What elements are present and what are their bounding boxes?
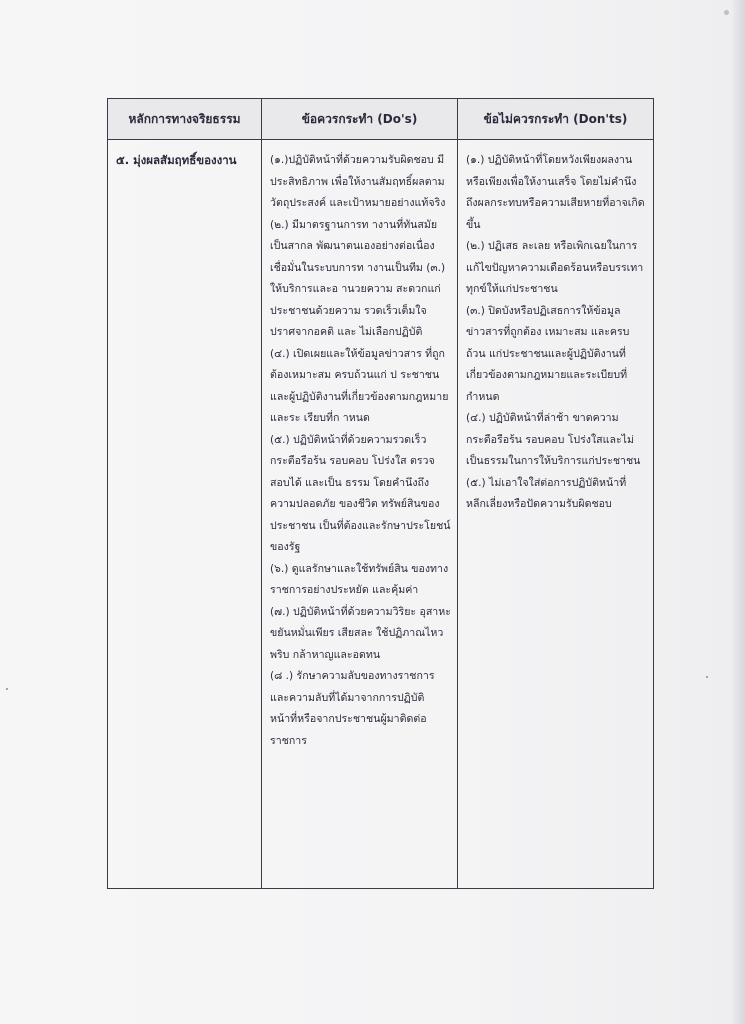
header-donts: ข้อไม่ควรกระทำ (Don'ts) — [458, 99, 654, 140]
dos-item-2: (๒.) มีมาตรฐานการท างานที่ทันสมัย เป็นสากล พัฒนาตนเองอย่างต่อเนื่อง เชื่อมั่นในระบบการท างานเป็นทีม (๓.) ให้บริการและอ านวยความ สะดวกแก่ประชาชนด้วยความ รวดเร็วเต็มใจ ปราศจากอคติ และ ไม่เลือกปฏิบัติ — [270, 218, 446, 338]
scan-speck — [706, 676, 708, 678]
donts-item-5: (๕.) ไม่เอาใจใส่ต่อการปฏิบัติหน้าที่ หลีกเลี่ยงหรือปัดความรับผิดชอบ — [466, 476, 627, 510]
header-dos: ข้อควรกระทำ (Do's) — [262, 99, 458, 140]
dos-item-7: (๗.) ปฏิบัติหน้าที่ด้วยความวิริยะ อุสาหะ ขยันหมั่นเพียร เสียสละ ใช้ปฏิภาณไหวพริบ กล้าหาญและอดทน — [270, 605, 451, 661]
donts-item-3: (๓.) ปิดบังหรือปฏิเสธการให้ข้อมูลข่าวสารที่ถูกต้อง เหมาะสม และครบถ้วน แก่ประชาชนและผู้ปฏิบัติงานที่ เกี่ยวข้องตามกฎหมายและระเบียบที่กำหนด — [466, 304, 630, 403]
header-principle: หลักการทางจริยธรรม — [108, 99, 262, 140]
dos-item-5: (๕.) ปฏิบัติหน้าที่ด้วยความรวดเร็ว กระตือรือร้น รอบคอบ โปร่งใส ตรวจสอบได้ และเป็น ธรรม โดยคำนึงถึงความปลอดภัย ของชีวิต ทรัพย์สินของประชาชน เป็นที่ต้องและรักษาประโยชน์ ของรัฐ — [270, 433, 451, 553]
dos-cell — [262, 140, 458, 889]
dos-item-8: (๘ .) รักษาความลับของทางราชการและความลับที่ได้มาจากการปฏิบัติหน้าที่หรือจากประชาชนผู้มาติดต่อราชการ — [270, 670, 435, 747]
table-row — [108, 140, 654, 889]
dos-item-6: (๖.) ดูแลรักษาและใช้ทรัพย์สิน ของทางราชการอย่างประหยัด และคุ้มค่า — [270, 562, 449, 596]
page-edge-shadow — [731, 0, 745, 1024]
scan-mark — [724, 10, 729, 15]
principle-title: ๕. มุ่งผลสัมฤทธิ์ของงาน — [116, 153, 237, 167]
table-header-row — [108, 99, 654, 140]
donts-item-4: (๔.) ปฏิบัติหน้าที่ล่าช้า ขาดความกระตือรือร้น รอบคอบ โปร่งใสและไม่เป็นธรรมในการให้บริการแก่ประชาชน — [466, 412, 641, 467]
donts-cell — [458, 140, 654, 889]
ethics-table — [107, 98, 654, 889]
donts-item-2: (๒.) ปฏิเสธ ละเลย หรือเพิกเฉยในการแก้ไขปัญหาความเดือดร้อนหรือบรรเทาทุกข์ให้แก่ประชาชน — [466, 240, 644, 295]
donts-item-1: (๑.) ปฏิบัติหน้าที่โดยหวังเพียงผลงานหรือเพียงเพื่อให้งานเสร็จ โดยไม่คำนึงถึงผลกระทบหรือความเสียหายที่อาจเกิดขึ้น — [466, 154, 645, 231]
principle-cell — [108, 140, 262, 889]
scan-speck — [6, 688, 8, 690]
dos-item-4: (๔.) เปิดเผยและให้ข้อมูลข่าวสาร ที่ถูกต้องเหมาะสม ครบถ้วนแก่ ป ระชาชนและผู้ปฏิบัติงานที่เกี่ยวข้องตามกฎหมายและระ เรียบที่ก าหนด — [270, 347, 449, 424]
dos-item-1: (๑.)ปฏิบัติหน้าที่ด้วยความรับผิดชอบ มีประสิทธิภาพ เพื่อให้งานสัมฤทธิ์ผลตามวัตถุประสงค์ และเป้าหมายอย่างแท้จริง — [270, 154, 446, 209]
